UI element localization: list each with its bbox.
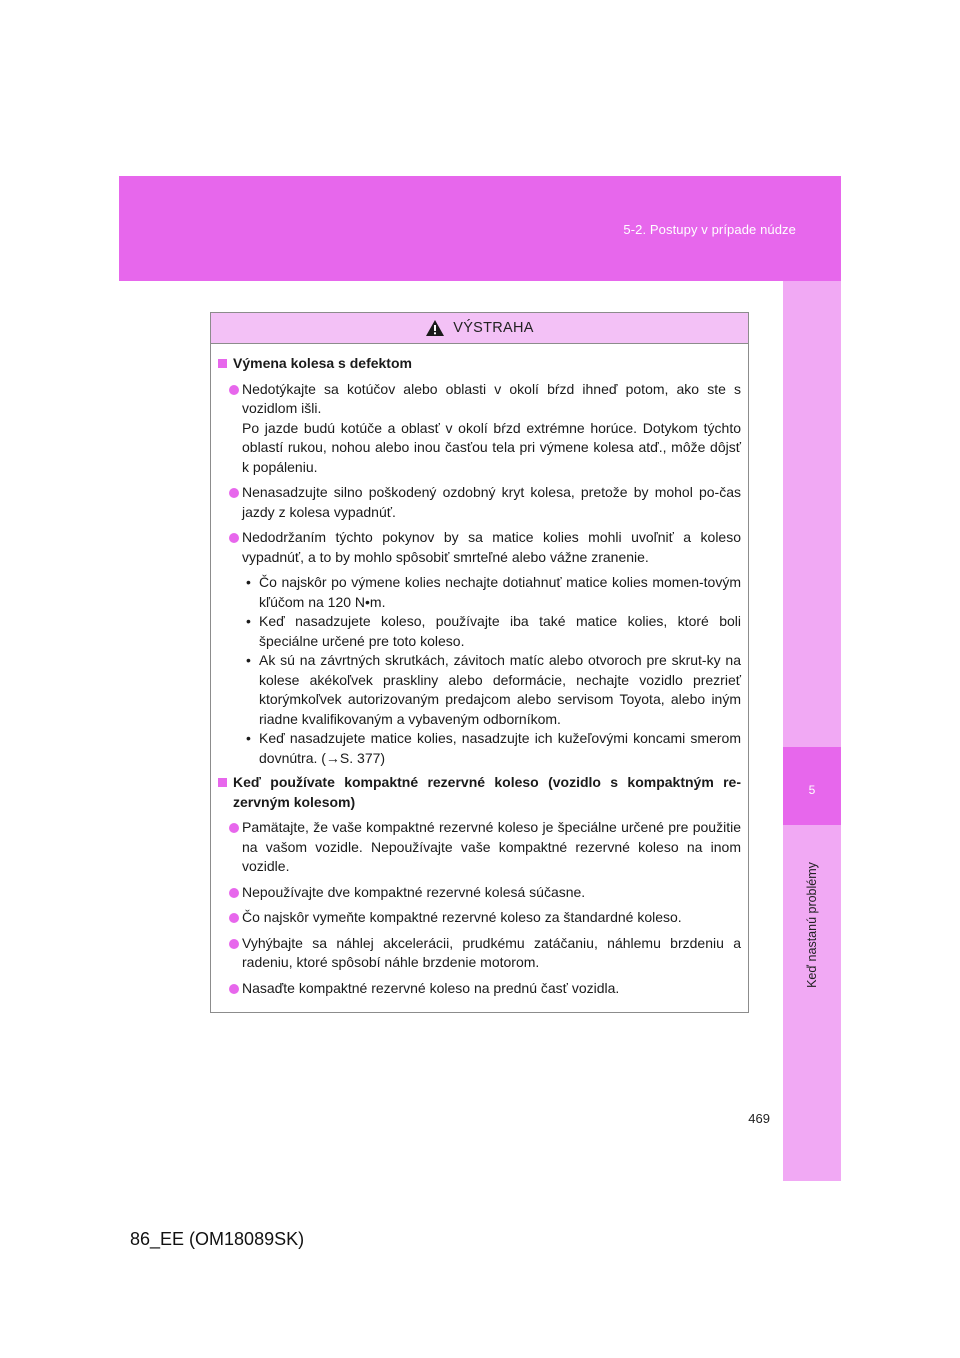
- warning-body: [211, 344, 748, 998]
- footer-code: 86_EE (OM18089SK): [130, 1229, 305, 1249]
- sub-list-item: [242, 612, 741, 651]
- square-bullet-icon: [218, 778, 227, 787]
- list-item: [217, 528, 741, 567]
- circle-bullet-icon: [229, 984, 239, 994]
- side-tab: [783, 281, 841, 1181]
- header-band: [119, 176, 841, 281]
- circle-bullet-icon: [229, 488, 239, 498]
- list-item: [217, 483, 741, 522]
- warning-header: [211, 313, 748, 344]
- chapter-block: [783, 747, 841, 825]
- chapter-title-text: Keď nastanú problémy: [805, 862, 819, 988]
- section-heading-text: Keď používate kompaktné rezervné koleso (vozidlo s kompaktným re-zervným kolesom): [233, 774, 741, 810]
- circle-bullet-icon: [229, 385, 239, 395]
- dot-marker: •: [246, 652, 251, 668]
- list-item: [217, 934, 741, 973]
- bullet-text: Čo najskôr vymeňte kompaktné rezervné koleso za štandardné koleso.: [242, 909, 682, 925]
- sub-list-item: [242, 651, 741, 729]
- bullet-text: Po jazde budú kotúče a oblasť v okolí bŕzd extrémne horúce. Dotykom týchto oblastí rukou, nohou alebo inou časťou tela pri výmene kolesa atď., môže dôjsť k popáleniu.: [242, 419, 741, 475]
- warning-triangle-icon: [425, 319, 445, 337]
- dot-marker: •: [246, 613, 251, 629]
- dot-marker: •: [246, 730, 251, 746]
- dot-marker: •: [246, 574, 251, 590]
- circle-bullet-icon: [229, 939, 239, 949]
- chapter-number: 5: [808, 783, 816, 797]
- bullet-text: Nasaďte kompaktné rezervné koleso na prednú časť vozidla.: [242, 979, 620, 996]
- circle-bullet-icon: [229, 533, 239, 543]
- list-item: [217, 818, 741, 877]
- bullet-text: Vyhýbajte sa náhlej akcelerácii, prudkému zatáčaniu, náhlemu brzdeniu a radeniu, ktoré spôsobí náhle brzdenie motorom.: [242, 934, 741, 970]
- sub-item-text: Čo najskôr po výmene kolies nechajte dotiahnuť matice kolies momen-tovým kľúčom na 120 N•m.: [259, 574, 741, 610]
- warning-box: [210, 312, 749, 1013]
- list-item: [217, 883, 741, 903]
- bullet-text: Nedotýkajte sa kotúčov alebo oblasti v okolí bŕzd ihneď potom, ako ste s vozidlom išli.: [242, 380, 741, 416]
- sub-item-text: Ak sú na závrtných skrutkách, závitoch matíc alebo otvoroch pre skrut-ky na kolese akékoľvek praskliny alebo deformácie, nechajte vozidlo prezrieť ktorýmkoľvek autorizovaným predajcom alebo servisom Toyota, alebo iným riadne kvalifikovaným a vybaveným odborníkom.: [259, 652, 741, 727]
- sub-item-text: Keď nasadzujete matice kolies, nasadzujte ich kužeľovými koncami smerom dovnútra. (→S. 377): [259, 730, 741, 766]
- circle-bullet-icon: [229, 913, 239, 923]
- sub-list-item: [242, 573, 741, 612]
- bullet-text: Nedodržaním týchto pokynov by sa matice kolies mohli uvoľniť a koleso vypadnúť, a to by mohlo spôsobiť smrteľné alebo vážne zranenie.: [242, 529, 741, 565]
- chapter-title: [783, 825, 841, 1025]
- list-item: [217, 979, 741, 999]
- section-heading: [217, 773, 741, 812]
- square-bullet-icon: [218, 359, 227, 368]
- warning-title: VÝSTRAHA: [453, 320, 534, 336]
- bullet-text: Nenasadzujte silno poškodený ozdobný kryt kolesa, pretože by mohol po-čas jazdy z kolesa vypadnúť.: [242, 484, 741, 520]
- sub-list: [217, 573, 741, 768]
- circle-bullet-icon: [229, 823, 239, 833]
- bullet-text: Nepoužívajte dve kompaktné rezervné kolesá súčasne.: [242, 883, 586, 900]
- circle-bullet-icon: [229, 888, 239, 898]
- section-heading-text: Výmena kolesa s defektom: [233, 355, 412, 371]
- section-heading: [217, 354, 741, 374]
- sub-item-text: Keď nasadzujete koleso, používajte iba také matice kolies, ktoré boli špeciálne určené pre toto koleso.: [259, 613, 741, 649]
- list-item: [217, 380, 741, 478]
- page-number: 469: [748, 1111, 770, 1126]
- list-item: [217, 908, 741, 928]
- bullet-text: Pamätajte, že vaše kompaktné rezervné koleso je špeciálne určené pre použitie na vašom vozidle. Nepoužívajte vaše kompaktné rezervné koleso na inom vozidle.: [242, 819, 741, 874]
- section-title: 5-2. Postupy v prípade núdze: [623, 222, 796, 237]
- sub-list-item: [242, 729, 741, 768]
